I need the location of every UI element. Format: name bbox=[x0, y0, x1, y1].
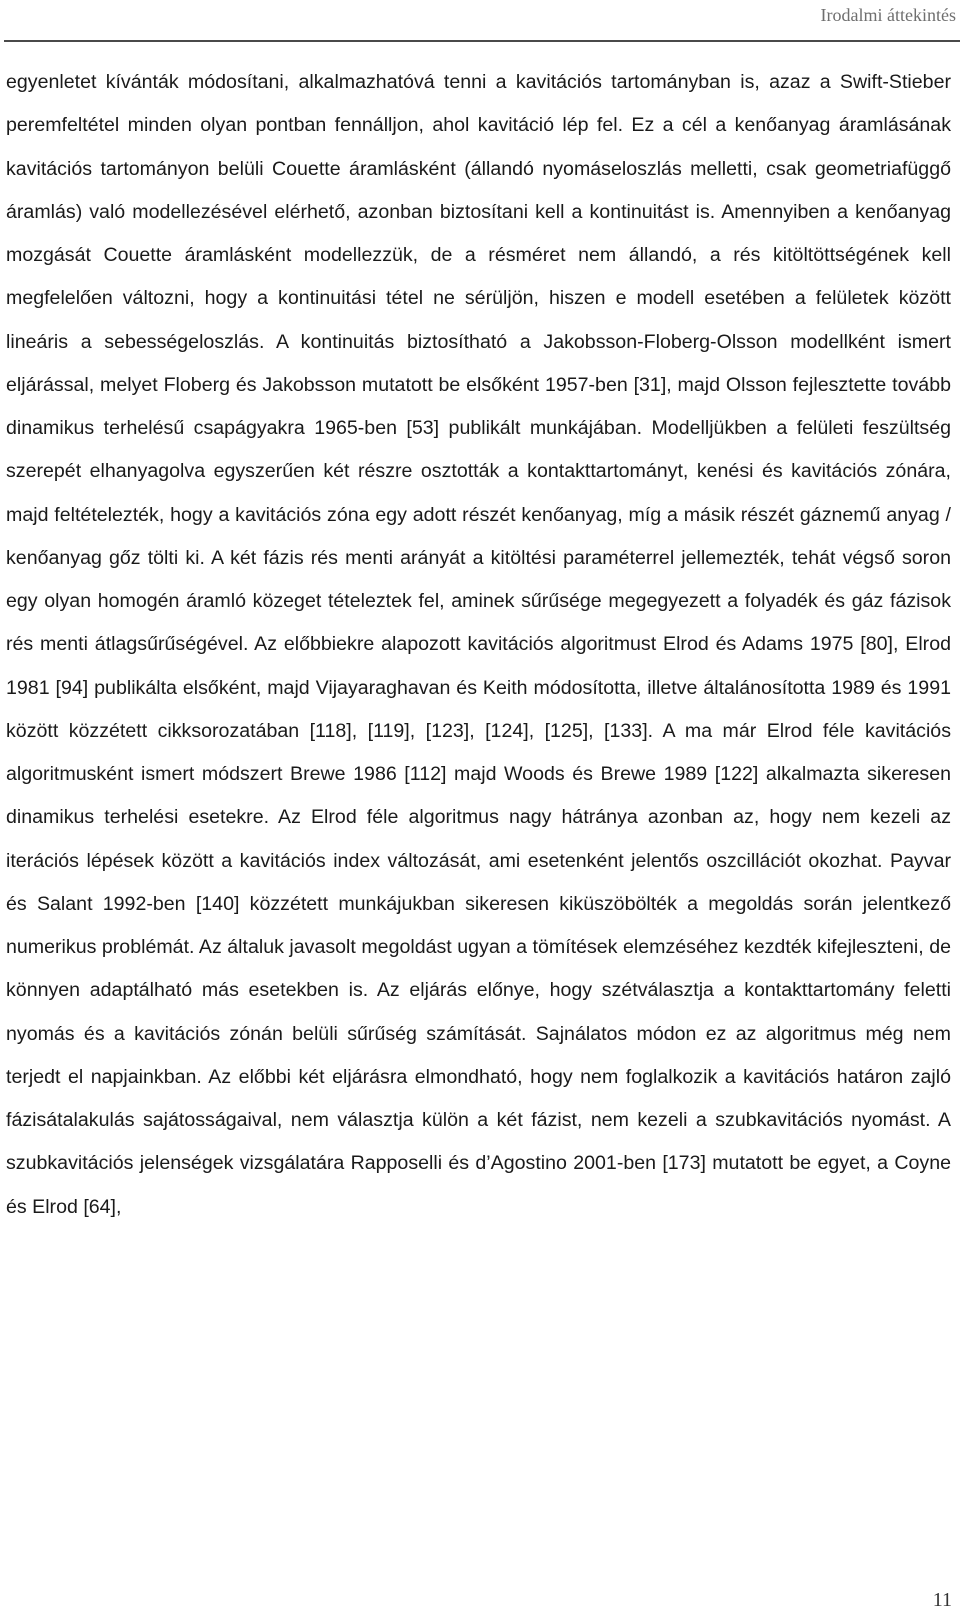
body-paragraph: egyenletet kívánták módosítani, alkalmazhatóvá tenni a kavitációs tartományban is, azaz a Swift-Stieber peremfeltétel minden olyan pontban fennálljon, ahol kavitáció lép fel. Ez a cél a kenőanyag áramlásának kavitációs tartományon belüli Couette áramlásként (állandó nyomáseloszlás melletti, csak geometriafüggő áramlás) való modellezésével elérhető, azonban biztosítani kell a kontinuitást is. Amennyiben a kenőanyag mozgását Couette áramlásként modellezzük, de a résméret nem állandó, a rés kitöltöttségének kell megfelelően változni, hogy a kontinuitási tétel ne sérüljön, hiszen e modell esetében a felületek között lineáris a sebességeloszlás. A kontinuitás biztosítható a Jakobsson-Floberg-Olsson modellként ismert eljárással, melyet Floberg és Jakobsson mutatott be elsőként 1957-ben [31], majd Olsson fejlesztette tovább dinamikus terhelésű csapágyakra 1965-ben [53] publikált munkájában. Modelljükben a felületi feszültség szerepét elhanyagolva egyszerűen két részre osztották a kontakttartományt, kenési és kavitációs zónára, majd feltételezték, hogy a kavitációs zóna egy adott részét kenőanyag, míg a másik részét gáznemű anyag / kenőanyag gőz tölti ki. A két fázis rés menti arányát a kitöltési paraméterrel jellemezték, tehát végső soron egy olyan homogén áramló közeget tételeztek fel, aminek sűrűsége megegyezett a folyadék és gáz fázisok rés menti átlagsűrűségével. Az előbbiekre alapozott kavitációs algoritmust Elrod és Adams 1975 [80], Elrod 1981 [94] publikálta elsőként, majd Vijayaraghavan és Keith módosította, illetve általánosította 1989 és 1991 között közzétett cikksorozatában [118], [119], [123], [124], [125], [133]. A ma már Elrod féle kavitációs algoritmusként ismert módszert Brewe 1986 [112] majd Woods és Brewe 1989 [122] alkalmazta sikeresen dinamikus terhelési esetekre. Az Elrod féle algoritmus nagy hátránya azonban az, hogy nem kezeli az iterációs lépések között a kavitációs index változását, ami esetenként jelentős oszcillációt okozhat. Payvar és Salant 1992-ben [140] közzétett munkájukban sikeresen kiküszöbölték a megoldás során jelentkező numerikus problémát. Az általuk javasolt megoldást ugyan a tömítések elemzéséhez kezdték kifejleszteni, de könnyen adaptálható más esetekben is. Az eljárás előnye, hogy szétválasztja a kontakttartomány feletti nyomás és a kavitációs zónán belüli sűrűség számítását. Sajnálatos módon ez az algoritmus még nem terjedt el napjainkban. Az előbbi két eljárásra elmondható, hogy nem foglalkozik a kavitációs határon zajló fázisátalakulás sajátosságaival, nem választja külön a két fázist, nem kezeli a szubkavitációs nyomást. A szubkavitációs jelenségek vizsgálatára Rapposelli és d’Agostino 2001-ben [173] mutatott be egyet, a Coyne és Elrod [64], bbox=[6, 71, 951, 1218]
header-divider bbox=[4, 40, 960, 42]
running-header-title: Irodalmi áttekintés bbox=[820, 5, 956, 25]
page-number: 11 bbox=[932, 1589, 952, 1611]
